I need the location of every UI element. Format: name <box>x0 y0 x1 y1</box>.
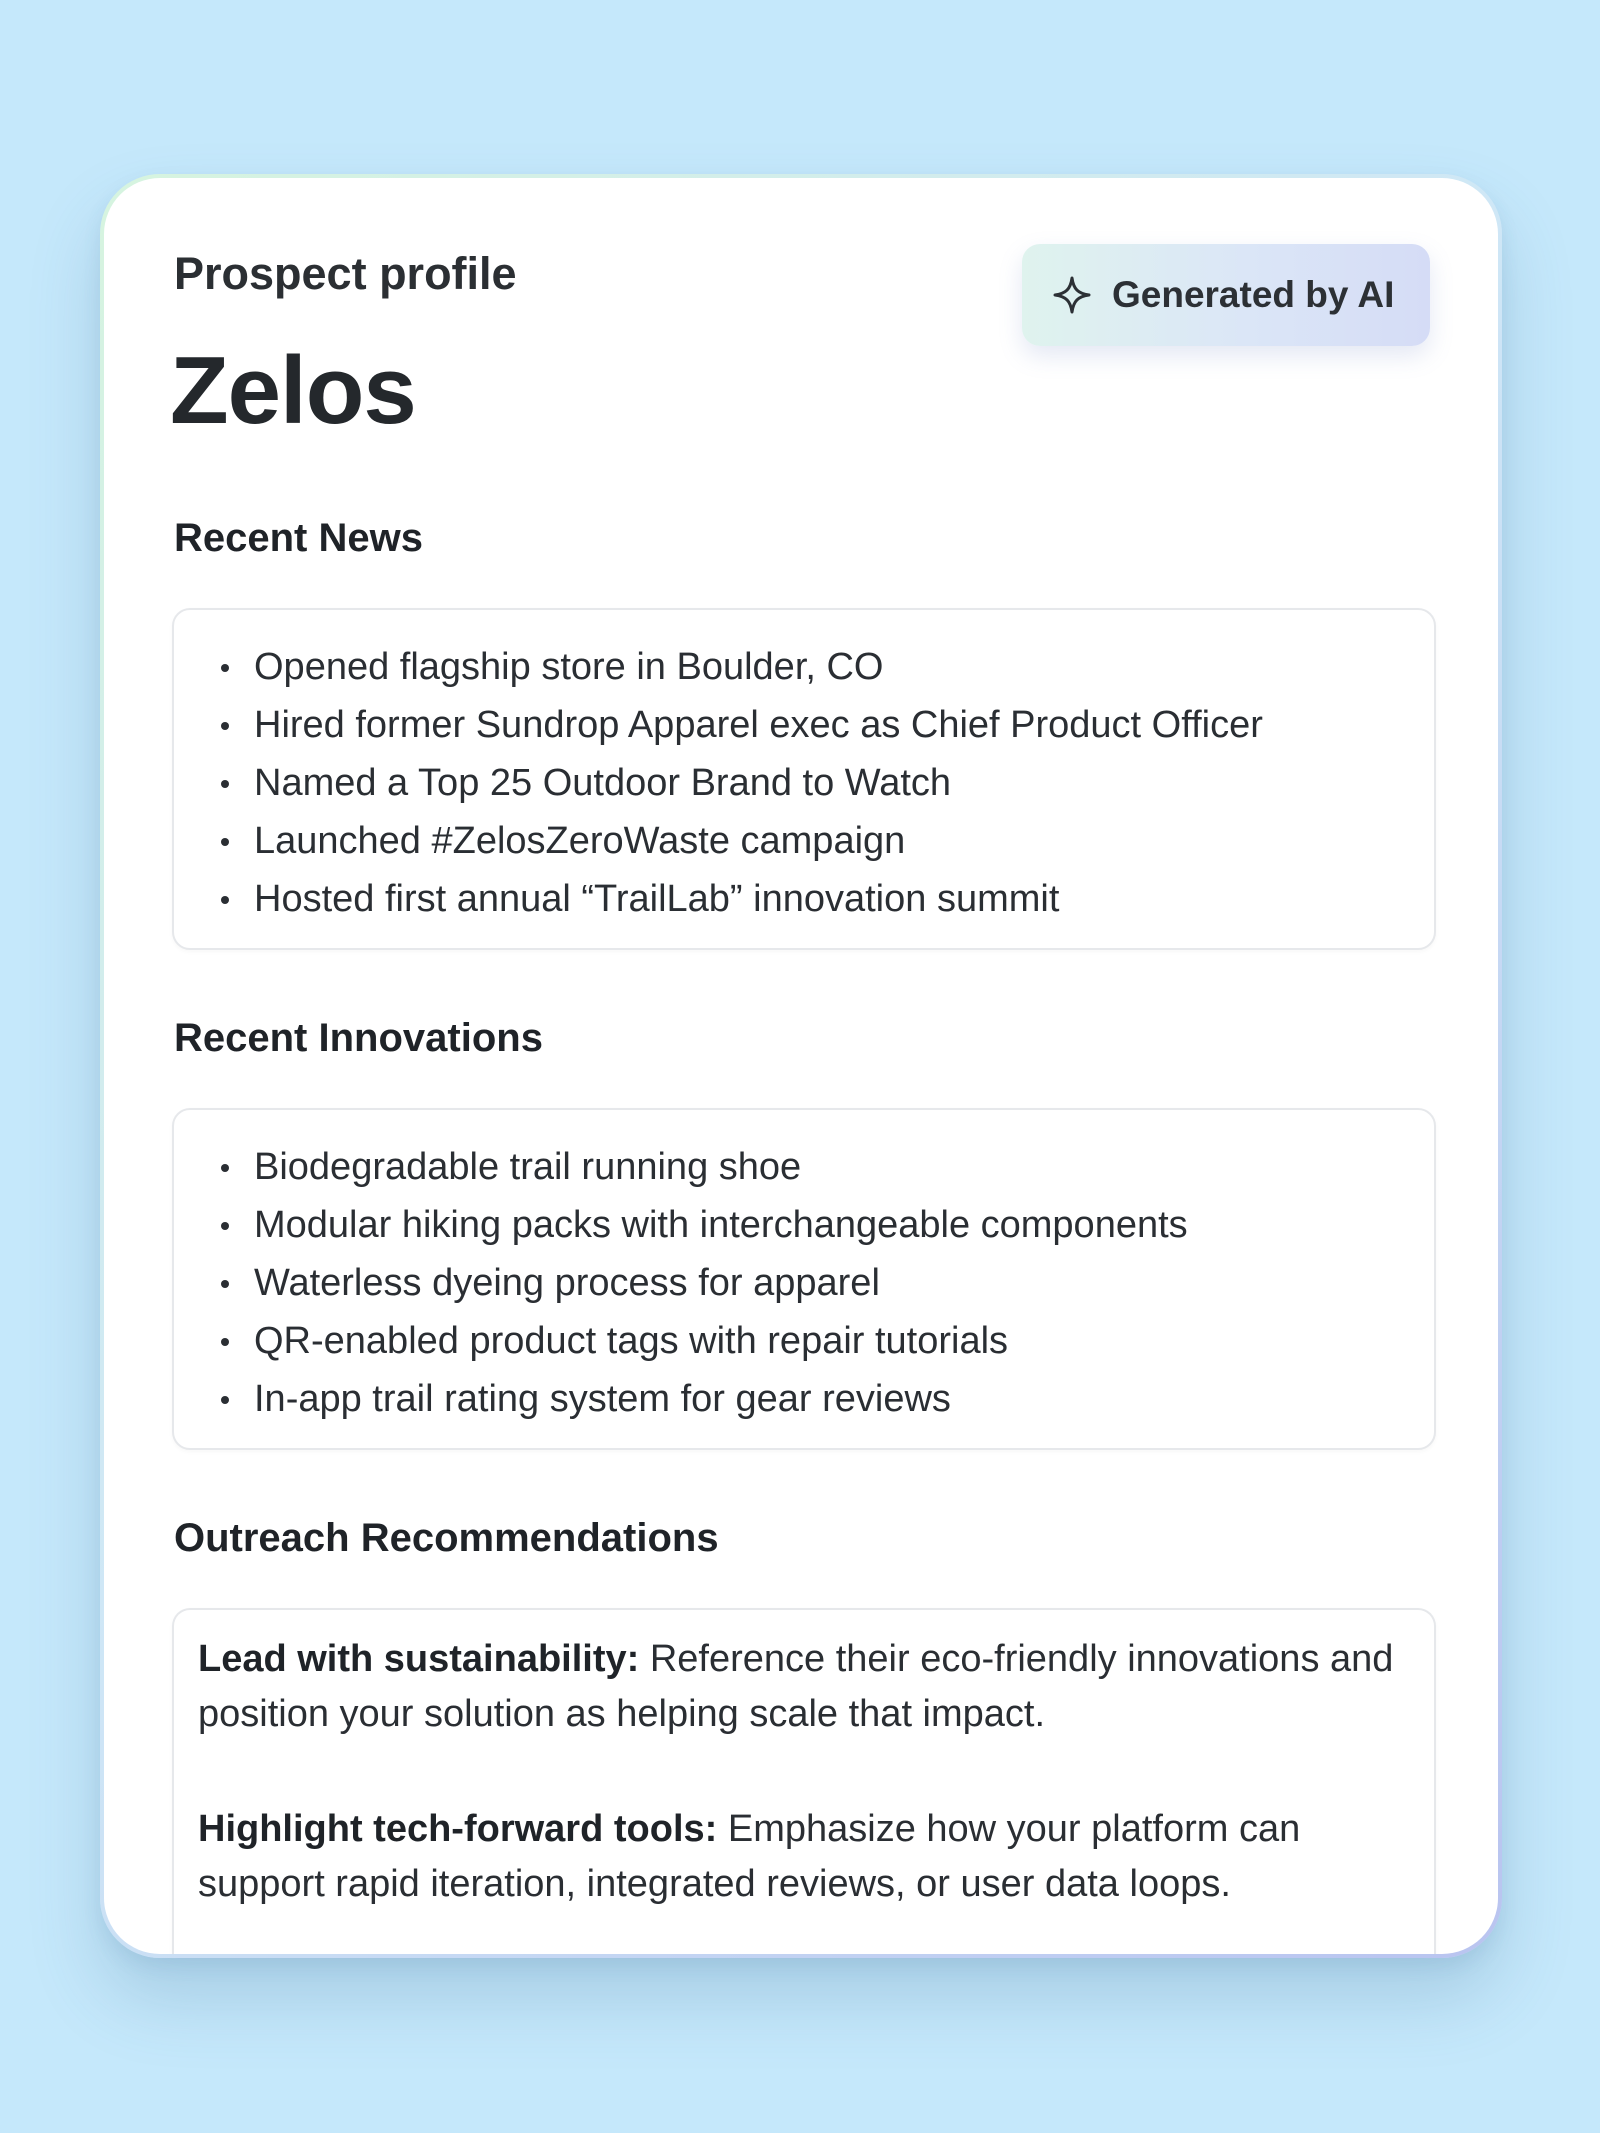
list-item: Modular hiking packs with interchangeable components <box>174 1196 1434 1254</box>
list-item: In-app trail rating system for gear reviews <box>174 1370 1434 1428</box>
list-item: Hired former Sundrop Apparel exec as Chief Product Officer <box>174 696 1434 754</box>
recommendation-heading: Lead with sustainability: <box>198 1638 640 1680</box>
recommendation-text: Reference their eco-friendly innovations and position your solution as helping scale that impact. <box>198 1638 1394 1735</box>
generated-by-ai-badge <box>1022 244 1430 346</box>
recommendation-heading: Highlight tech-forward tools: <box>198 1808 718 1850</box>
list-item: QR-enabled product tags with repair tutorials <box>174 1312 1434 1370</box>
recommendation-tech-forward <box>198 1802 1398 1912</box>
recent-innovations-title: Recent Innovations <box>174 1016 543 1060</box>
recent-innovations-list <box>174 1110 1434 1428</box>
outreach-recommendations-title: Outreach Recommendations <box>174 1516 719 1560</box>
list-item: Biodegradable trail running shoe <box>174 1138 1434 1196</box>
list-item: Launched #ZelosZeroWaste campaign <box>174 812 1434 870</box>
prospect-profile-card <box>104 178 1498 1954</box>
list-item: Waterless dyeing process for apparel <box>174 1254 1434 1312</box>
recent-innovations-panel <box>172 1108 1436 1450</box>
prospect-profile-card-frame <box>100 174 1502 1958</box>
sparkle-icon <box>1052 275 1092 315</box>
list-item: Named a Top 25 Outdoor Brand to Watch <box>174 754 1434 812</box>
list-item: Hosted first annual “TrailLab” innovation summit <box>174 870 1434 928</box>
recommendation-text: Emphasize how your platform can support rapid iteration, integrated reviews, or user data loops. <box>198 1808 1301 1905</box>
ai-badge-label: Generated by AI <box>1112 274 1395 315</box>
profile-eyebrow: Prospect profile <box>174 248 517 299</box>
outreach-recommendations-panel <box>172 1608 1436 1954</box>
recent-news-title: Recent News <box>174 516 423 560</box>
recommendation-sustainability <box>198 1632 1398 1742</box>
recent-news-list <box>174 610 1434 928</box>
recent-news-panel <box>172 608 1436 950</box>
list-item: Opened flagship store in Boulder, CO <box>174 638 1434 696</box>
company-name: Zelos <box>170 337 416 444</box>
